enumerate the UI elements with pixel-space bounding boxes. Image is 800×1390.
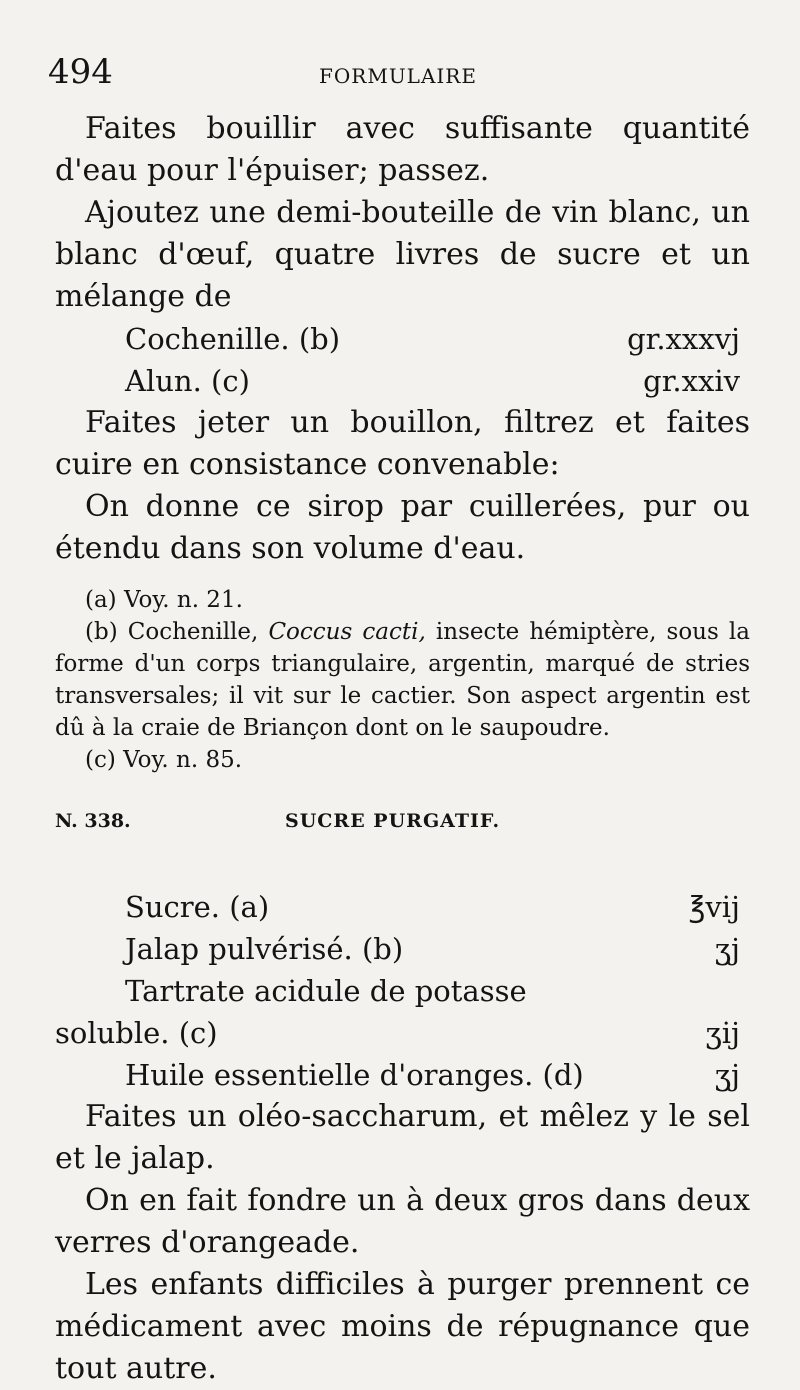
footnote-b-lead: (b) Cochenille, [85, 619, 269, 645]
paragraph: On en fait fondre un à deux gros dans deux verres d'orangeade. [55, 1183, 750, 1260]
paragraph: On donne ce sirop par cuillerées, pur ou étendu dans son volume d'eau. [55, 489, 750, 566]
footnote-b-text: insecte hémiptère, sous la forme d'un corps triangulaire, argentin, marqué de stries transversales; il vit sur le cactier. Son aspect argentin est dû à la craie de Briançon dont on le saupoudre. [55, 619, 750, 741]
footnote-b [55, 616, 750, 744]
ingredient-name: Alun. (c) [125, 364, 250, 398]
footnote-a: (a) Voy. n. 21. [85, 587, 243, 613]
ingredient-row [55, 360, 750, 402]
page-header [48, 52, 748, 102]
ingredient-row [55, 928, 750, 970]
ingredient-row [55, 1012, 750, 1054]
ingredient-name: Huile essentielle d'oranges. (d) [125, 1058, 584, 1092]
section-number: N. 338. [55, 810, 131, 832]
ingredient-row [55, 1054, 750, 1096]
ingredient-dose: ʒij [705, 1016, 740, 1050]
ingredient-name: Cochenille. (b) [125, 322, 341, 356]
running-title: FORMULAIRE [319, 64, 477, 88]
ingredient-name: Sucre. (a) [125, 890, 270, 924]
paragraph: Faites un oléo-saccharum, et mêlez y le sel et le jalap. [55, 1099, 750, 1176]
footnote-c: (c) Voy. n. 85. [85, 747, 243, 773]
ingredient-dose: gr.xxiv [643, 364, 740, 398]
paragraph: Faites jeter un bouillon, filtrez et faites cuire en consistance convenable: [55, 405, 750, 482]
ingredient-name: soluble. (c) [55, 1016, 218, 1050]
paragraph: Ajoutez une demi-bouteille de vin blanc, un blanc d'œuf, quatre livres de sucre et un mélange de [55, 195, 750, 314]
section-title: SUCRE PURGATIF. [285, 810, 501, 832]
ingredient-row [55, 318, 750, 360]
recipe [55, 886, 750, 1390]
ingredient-name: Jalap pulvérisé. (b) [125, 932, 404, 966]
ingredient-dose: ʒj [714, 932, 740, 966]
ingredient-dose: ℥vij [688, 890, 740, 924]
paragraph: Faites bouillir avec suffisante quantité d'eau pour l'épuiser; passez. [55, 111, 750, 188]
scientific-name: Coccus cacti, [268, 619, 426, 645]
paragraph: Les enfants difficiles à purger prennent ce médicament avec moins de répugnance que tout autre. [55, 1267, 750, 1386]
page-number: 494 [48, 52, 113, 92]
section-heading [55, 802, 750, 842]
footnotes [55, 584, 750, 776]
ingredient-row [55, 970, 750, 1012]
ingredient-dose: ʒj [714, 1058, 740, 1092]
ingredient-dose: gr.xxxvj [627, 322, 740, 356]
ingredient-name: Tartrate acidule de potasse [125, 974, 527, 1008]
ingredient-row [55, 886, 750, 928]
page-body [55, 108, 750, 1390]
